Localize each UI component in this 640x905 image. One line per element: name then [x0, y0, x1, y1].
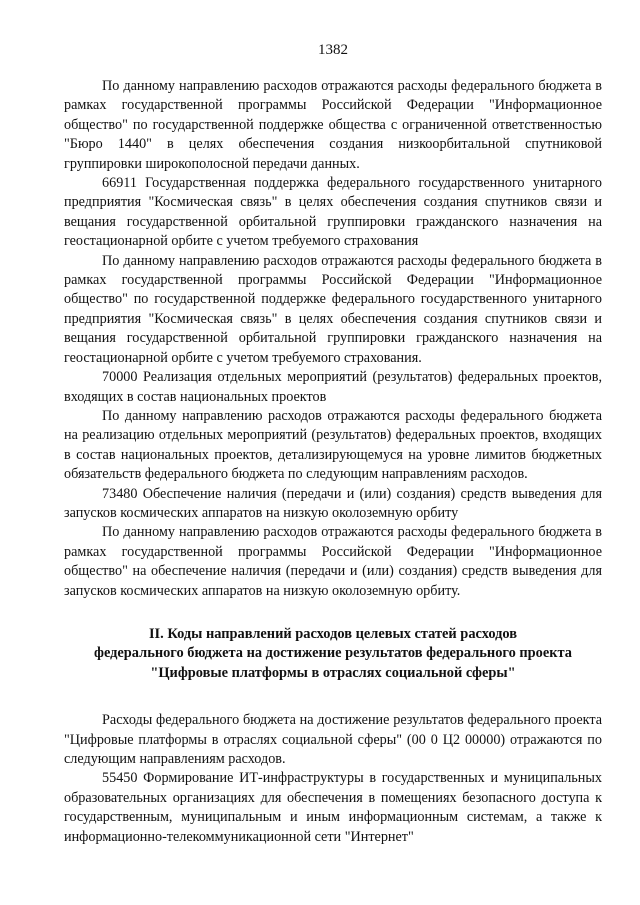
paragraph: 66911 Государственная поддержка федерального государственного унитарного предприятия "Космическая связь" в целях обеспечения создания спутников связи и вещания государственной орбитальной группировки гражданского назначения на геостационарной орбите с учетом требуемого страхования	[64, 175, 602, 250]
section-heading	[64, 625, 602, 683]
paragraph: Расходы федерального бюджета на достижение результатов федерального проекта "Цифровые платформы в отраслях социальной сферы" (00 0 Ц2 00000) отражаются по следующим направлениям расходов.	[64, 712, 602, 767]
paragraph: 73480 Обеспечение наличия (передачи и (или) создания) средств выведения для запусков космических аппаратов на низкую околоземную орбиту	[64, 485, 602, 521]
section-heading-line: "Цифровые платформы в отраслях социальной сферы"	[150, 664, 516, 681]
section-heading-line: федерального бюджета на достижение результатов федерального проекта	[93, 645, 572, 662]
paragraph: По данному направлению расходов отражаются расходы федерального бюджета на реализацию отдельных мероприятий (результатов) федеральных проектов, входящих в состав национальных проектов, детализирующемуся на уровне лимитов бюджетных обязательств федерального бюджета по следующим направлениям расходов.	[64, 407, 602, 483]
page-number: 1382	[318, 42, 348, 58]
paragraph: По данному направлению расходов отражаются расходы федерального бюджета в рамках государственной программы Российской Федерации "Информационное общество" на обеспечение наличия (передачи и (или) создания) средств выведения для запусков космических аппаратов на низкую околоземную орбиту.	[64, 524, 602, 599]
paragraph: По данному направлению расходов отражаются расходы федерального бюджета в рамках государственной программы Российской Федерации "Информационное общество" по государственной поддержке общества с ограниченной ответственностью "Бюро 1440" в целях обеспечения создания низкоорбитальной спутниковой группировки широкополосной передачи данных.	[64, 78, 602, 172]
paragraph: 70000 Реализация отдельных мероприятий (результатов) федеральных проектов, входящих в состав национальных проектов	[64, 369, 602, 405]
paragraph: 55450 Формирование ИТ-инфраструктуры в государственных и муниципальных образовательных организациях для обеспечения в помещениях безопасного доступа к государственным, муниципальным и иным информационным системам, а также к информационно-телекоммуникационной сети "Интернет"	[64, 770, 602, 845]
section-heading-line: II. Коды направлений расходов целевых статей расходов	[148, 625, 518, 642]
paragraph: По данному направлению расходов отражаются расходы федерального бюджета в рамках государственной программы Российской Федерации "Информационное общество" по государственной поддержке федерального государственного унитарного предприятия "Космическая связь" в целях обеспечения создания спутников связи и вещания государственной орбитальной группировки гражданского назначения на геостационарной орбите с учетом требуемого страхования.	[64, 252, 602, 366]
